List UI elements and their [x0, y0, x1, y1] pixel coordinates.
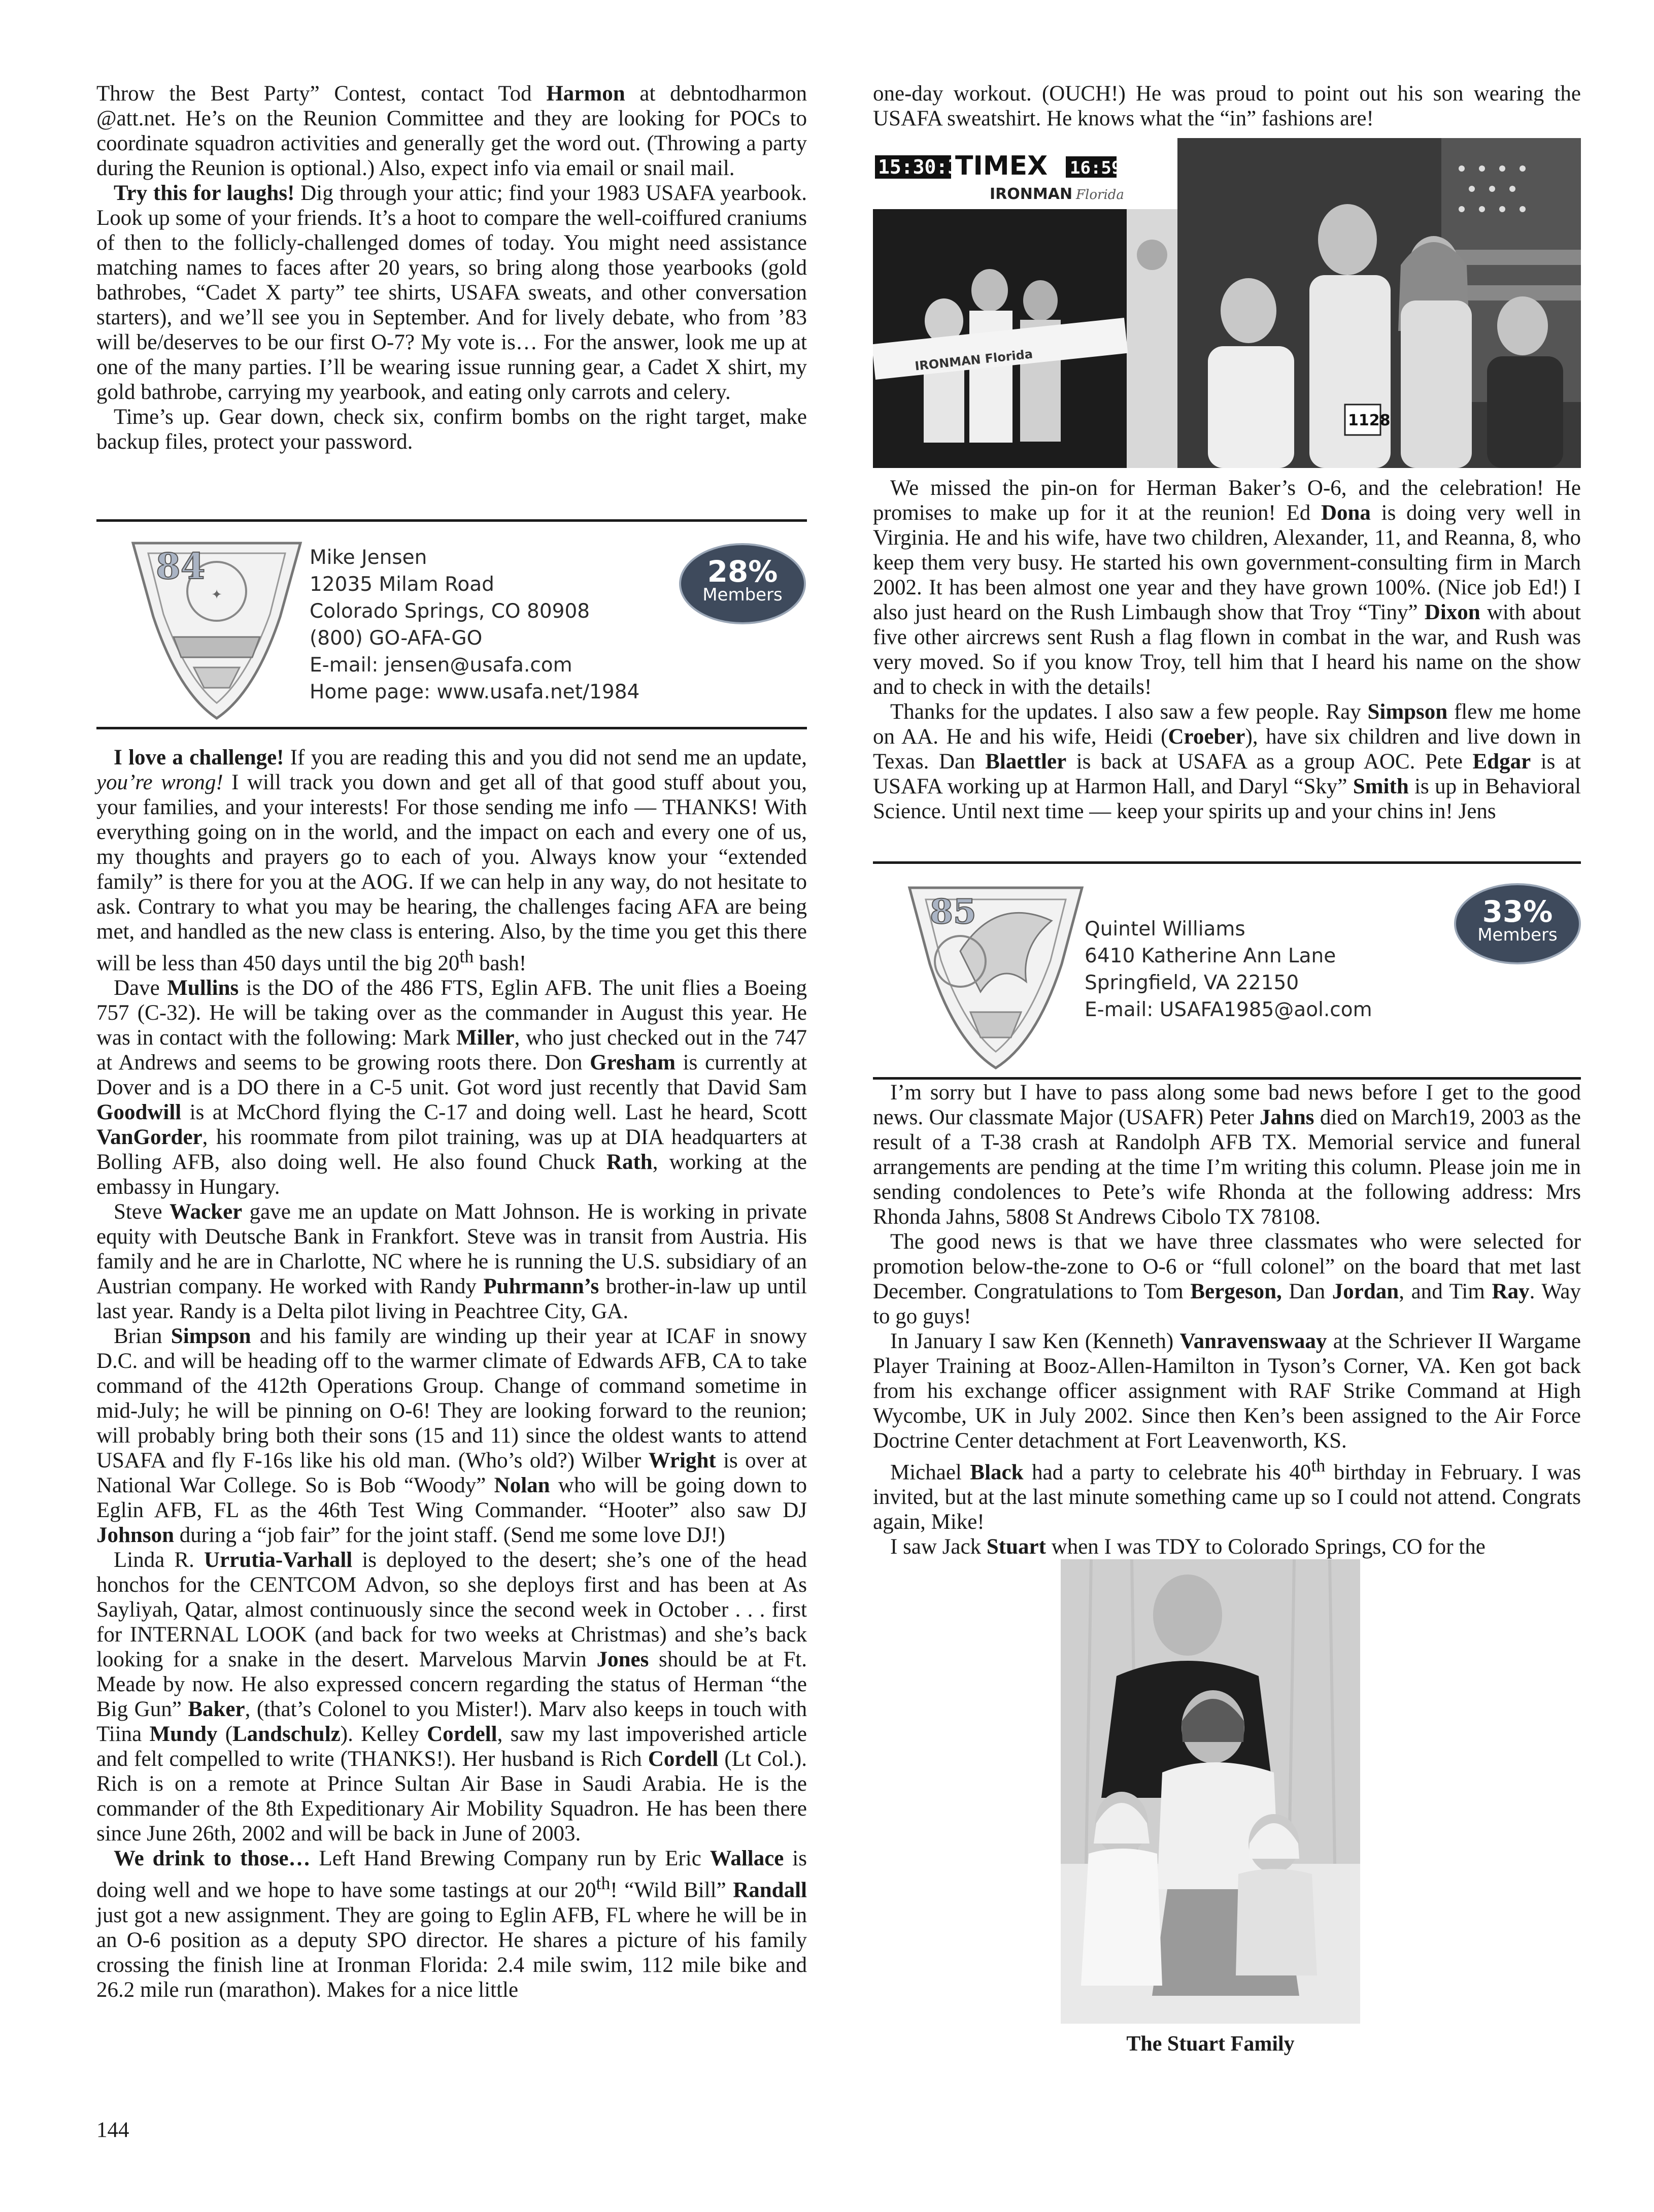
bold-name: Jones — [596, 1648, 649, 1672]
stuart-family-photo-image — [1061, 1559, 1360, 2024]
bold-name: Edgar — [1472, 750, 1531, 774]
bold-name: Mullins — [167, 976, 239, 1000]
class-85-membership-badge — [1454, 883, 1581, 964]
bold-name: Vanravenswaay — [1179, 1329, 1327, 1353]
bold-name: I love a challenge! — [114, 746, 284, 769]
class-84-contact-box — [96, 523, 807, 726]
class-84-crest-icon — [128, 530, 306, 723]
class-85-name: Quintel Williams — [1085, 918, 1245, 941]
bold-name: Johnson — [96, 1523, 174, 1548]
bold-name: Nolan — [494, 1473, 550, 1498]
right-body-text — [873, 1080, 1581, 1559]
class-84-membership-badge — [679, 543, 806, 624]
bold-name: Smith — [1353, 775, 1409, 798]
class-84-name: Mike Jensen — [310, 546, 427, 569]
right-intro-text — [873, 81, 1581, 131]
paragraph: Throw the Best Party” Contest, contact Tod Harmon at debntodharmon @att.net. He’s on the Reunion Committee and they are looking for POCs to coordinate squadron activities and generally get the word out. (Throwing a party during the Reunion is optional.) Also, expect info via email or snail mail. — [96, 82, 807, 180]
class-85-membership-percent: 33% — [1482, 894, 1553, 929]
class-84-address: 12035 Milam Road — [310, 573, 494, 596]
stuart-family-caption: The Stuart Family — [1126, 2032, 1295, 2056]
bold-name: Urrutia-Varhall — [204, 1548, 353, 1572]
class-85-email[interactable]: E-mail: USAFA1985@aol.com — [1085, 998, 1372, 1021]
class-84-contact-info — [310, 544, 639, 706]
section-rule-84-top — [96, 519, 807, 522]
svg-text:IRONMAN Florida: IRONMAN Florida — [914, 347, 1034, 374]
bold-name: Simpson — [171, 1324, 251, 1349]
bold-name: Bergeson, — [1190, 1280, 1282, 1303]
svg-text:✦: ✦ — [211, 587, 222, 602]
class-84-phone: (800) GO-AFA-GO — [310, 627, 483, 650]
bold-name: Black — [970, 1460, 1024, 1485]
paragraph: The good news is that we have three classmates who were selected for promotion below-the-zone to O-6 or “full colonel” on the board that met last December. Congratulations to Tom Bergeson, Dan Jordan, and Tim Ray. Way to go guys! — [873, 1230, 1581, 1328]
paragraph: Time’s up. Gear down, check six, confirm bombs on the right target, make backup files, protect your password. — [96, 405, 807, 454]
bold-name: Try this for laughs! — [114, 181, 295, 205]
class-84-homepage[interactable]: Home page: www.usafa.net/1984 — [310, 681, 640, 703]
bold-name: Miller — [456, 1026, 515, 1050]
ironman-finish-photo — [873, 138, 1581, 468]
class-85-city: Springfield, VA 22150 — [1085, 971, 1299, 994]
bold-name: Cordell — [427, 1722, 497, 1747]
paragraph: Thanks for the updates. I also saw a few people. Ray Simpson flew me home on AA. He and his wife, Heidi (Croeber), have six children and live down in Texas. Dan Blaettler is back at USAFA as a group AOC. Pete Edgar is at USAFA working up at Harmon Hall, and Daryl “Sky” Smith is up in Behavioral Science. Until next time — keep your spirits up and your chins in! Jens — [873, 700, 1581, 823]
left-intro-text — [96, 81, 807, 454]
bold-name: Gresham — [590, 1051, 676, 1075]
bold-name: Jordan — [1332, 1280, 1399, 1303]
bold-name: Puhrmann’s — [483, 1275, 599, 1299]
bold-name: Wacker — [169, 1200, 243, 1224]
bold-name: Randall — [733, 1878, 807, 1902]
class-84-membership-label: Members — [702, 585, 783, 605]
class-84-city: Colorado Springs, CO 80908 — [310, 600, 590, 623]
bold-name: VanGorder — [96, 1125, 202, 1150]
class-85-contact-box — [873, 865, 1581, 1078]
page-number: 144 — [96, 2118, 129, 2142]
bold-name: Wright — [648, 1449, 716, 1473]
bold-name: Stuart — [986, 1535, 1046, 1559]
section-rule-85-top — [873, 861, 1581, 864]
paragraph: Brian Simpson and his family are winding up their year at ICAF in snowy D.C. and will be heading off to the warmer climate of Edwards AFB, CA to take command of the 412th Operations Group. Change of command sometime in mid-July; he will be pinning on O-6! They are looking forward to the reunion; will probably bring both their sons (15 and 11) since the oldest wants to attend USAFA and fly F-16s like his old man. (Who’s old?) Wilber Wright is over at National War College. So is Bob “Woody” Nolan who will be going down to Eglin AFB, FL as the 46th Test Wing Commander. “Hooter” also saw DJ Johnson during a “job fair” for the joint staff. (Send me some love DJ!) — [96, 1324, 807, 1548]
svg-text:IRONMAN: IRONMAN — [990, 185, 1073, 203]
class-84-membership-percent: 28% — [707, 554, 778, 589]
svg-text:84: 84 — [156, 545, 206, 587]
bold-name: Blaettler — [985, 750, 1067, 774]
left-body-text — [96, 745, 807, 2002]
paragraph: In January I saw Ken (Kenneth) Vanravenswaay at the Schriever II Wargame Player Training at Booz-Allen-Hamilton in Tyson’s Corner, VA. Ken got back from his exchange officer assignment with RAF Strike Command at High Wycombe, UK in July 2002. Since then Ken’s been assigned to the Air Force Doctrine Center detachment at Fort Leavenworth, KS. — [873, 1329, 1581, 1453]
bold-name: Harmon — [546, 82, 625, 106]
bold-name: Baker — [188, 1697, 245, 1722]
paragraph: I’m sorry but I have to pass along some bad news before I get to the good news. Our classmate Major (USAFR) Peter Jahns died on March19, 2003 as the result of a T-38 crash at Randolph AFB TX. Memorial service and funeral arrangements are pending at the time I’m writing this column. Please join me in sending condolences to Pete’s wife Rhonda at the following address: Mrs Rhonda Jahns, 5808 St Andrews Cibolo TX 78108. — [873, 1081, 1581, 1229]
bold-name: Goodwill — [96, 1100, 182, 1125]
paragraph: Linda R. Urrutia-Varhall is deployed to the desert; she’s one of the head honchos for the CENTCOM Advon, so she deploys first and has been at As Sayliyah, Qatar, almost continuously since the second week in October . . . first for INTERNAL LOOK (and back for two weeks at Christmas) and she’s back looking for a snake in the desert. Marvelous Marvin Jones should be at Ft. Meade by now. He also expressed concern regarding the status of Herman “the Big Gun” Baker, (that’s Colonel to you Mister!). Marv also keeps in touch with Tiina Mundy (Landschulz). Kelley Cordell, saw my last impoverished article and felt compelled to write (THANKS!). Her husband is Rich Cordell (Lt Col.). Rich is on a remote at Prince Sultan Air Base in Saudi Arabia. He is the commander of the 8th Expeditionary Air Mobility Squadron. He has been there since June 26th, 2002 and will be back in June of 2003. — [96, 1548, 807, 1846]
bold-name: Jahns — [1259, 1105, 1314, 1129]
class-85-crest-icon — [904, 875, 1087, 1073]
paragraph: I saw Jack Stuart when I was TDY to Colorado Springs, CO for the — [890, 1535, 1486, 1559]
stuart-family-photo — [1061, 1559, 1360, 2024]
ironman-photo-image — [873, 138, 1581, 468]
svg-text:1128: 1128 — [1348, 412, 1391, 429]
svg-text:Florida: Florida — [1076, 187, 1124, 203]
svg-text:16:59: 16:59 — [1070, 158, 1122, 178]
bold-name: Rath — [606, 1150, 653, 1175]
paragraph: Michael Black had a party to celebrate his 40th birthday in February. I was invited, but at the last minute something came up so I could not attend. Congrats again, Mike! — [873, 1455, 1581, 1534]
bold-name: Mundy — [149, 1722, 218, 1747]
paragraph: I love a challenge! If you are reading this and you did not send me an update, you’re wrong! I will track you down and get all of that good stuff about you, your families, and your interests! For those sending me info — THANKS! With everything going on in the world, and the impact on each and every one of us, my thoughts and prayers go to each of you. Always know your “extended family” is there for you at the AOG. If we can help in any way, do not hesitate to ask. Contrary to what you may be hearing, the challenges facing AFA are being met, and handled as the new class is entering. Also, by the time you get this there will be less than 450 days until the big 20th bash! — [96, 746, 807, 976]
paragraph: one-day workout. (OUCH!) He was proud to point out his son wearing the USAFA sweatshirt. He knows what the “in” fashions are! — [873, 82, 1581, 130]
right-after-photo-text — [873, 476, 1581, 824]
svg-text:85: 85 — [930, 892, 976, 931]
svg-text:15:30:38: 15:30:38 — [878, 156, 971, 178]
bold-name: Dixon — [1424, 600, 1480, 624]
bold-name: Ray — [1492, 1280, 1530, 1303]
bold-name: We drink to those… — [114, 1847, 311, 1871]
paragraph: We drink to those… Left Hand Brewing Company run by Eric Wallace is doing well and we hope to have some tastings at our 20th! “Wild Bill” Randall just got a new assignment. They are going to Eglin AFB, FL where he will be in an O-6 position as a deputy SPO director. He shares a picture of his family crossing the finish line at Ironman Florida: 2.4 mile swim, 112 mile bike and 26.2 mile run (marathon). Makes for a nice little — [96, 1847, 807, 2002]
bold-name: Wallace — [710, 1847, 784, 1871]
bold-name: Cordell — [648, 1747, 719, 1771]
class-85-address: 6410 Katherine Ann Lane — [1085, 945, 1336, 967]
bold-name: Simpson — [1367, 700, 1448, 724]
bold-name: Croeber — [1168, 725, 1245, 749]
class-84-email[interactable]: E-mail: jensen@usafa.com — [310, 654, 572, 677]
class-85-membership-label: Members — [1477, 925, 1558, 945]
bold-name: Dona — [1321, 501, 1371, 525]
paragraph: Dave Mullins is the DO of the 486 FTS, Eglin AFB. The unit flies a Boeing 757 (C-32). He will be taking over as the commander in August this year. He was in contact with the following: Mark Miller, who just checked out in the 747 at Andrews and seems to be growing roots there. Don Gresham is currently at Dover and is a DO there in a C-5 unit. Got word just recently that David Sam Goodwill is at McChord flying the C-17 and doing well. Last he heard, Scott VanGorder, his roommate from pilot training, was up at DIA headquarters at Bolling AFB, also doing well. He also found Chuck Rath, working at the embassy in Hungary. — [96, 976, 807, 1199]
section-rule-85-bottom — [873, 1077, 1581, 1080]
paragraph: Steve Wacker gave me an update on Matt Johnson. He is working in private equity with Deutsche Bank in Frankfort. Steve was in transit from Austria. His family and he are in Charlotte, NC where he is running the U.S. subsidiary of an Austrian company. He worked with Randy Puhrmann’s brother-in-law up until last year. Randy is a Delta pilot living in Peachtree City, GA. — [96, 1200, 807, 1324]
paragraph: We missed the pin-on for Herman Baker’s O-6, and the celebration! He promises to make up for it at the reunion! Ed Dona is doing very well in Virginia. He and his wife, have two children, Alexander, 11, and Reanna, 8, who keep them very busy. He started his own government-consulting firm in March 2002. It has been almost one year and they have grown 100%. (Nice job Ed!) I also just heard on the Rush Limbaugh show that Troy “Tiny” Dixon with about five other aircrews sent Rush a flag flown in combat in the war, and Rush was very moved. So if you know Troy, tell him that I heard his name on the show and to check in with the details! — [873, 476, 1581, 699]
bold-name: Landschulz — [232, 1722, 341, 1747]
svg-text:TIMEX: TIMEX — [955, 151, 1048, 181]
paragraph: Try this for laughs! Dig through your attic; find your 1983 USAFA yearbook. Look up some of your friends. It’s a hoot to compare the well-coiffured craniums of then to the follicly-challenged domes of today. You might need assistance matching names to faces after 20 years, so bring along those yearbooks (gold bathrobes, “Cadet X party” tee shirts, USAFA sweats, and other conversation starters), and we’ll see you in September. And for lively debate, who from ’83 will be/deserves to be our first O-7? My vote is… For the answer, look me up at one of the many parties. I’ll be wearing issue running gear, a Cadet X shirt, my gold bathrobe, carrying my yearbook, and eating only carrots and celery. — [96, 181, 807, 404]
class-85-contact-info — [1085, 916, 1372, 1023]
section-rule-84-bottom — [96, 727, 807, 729]
